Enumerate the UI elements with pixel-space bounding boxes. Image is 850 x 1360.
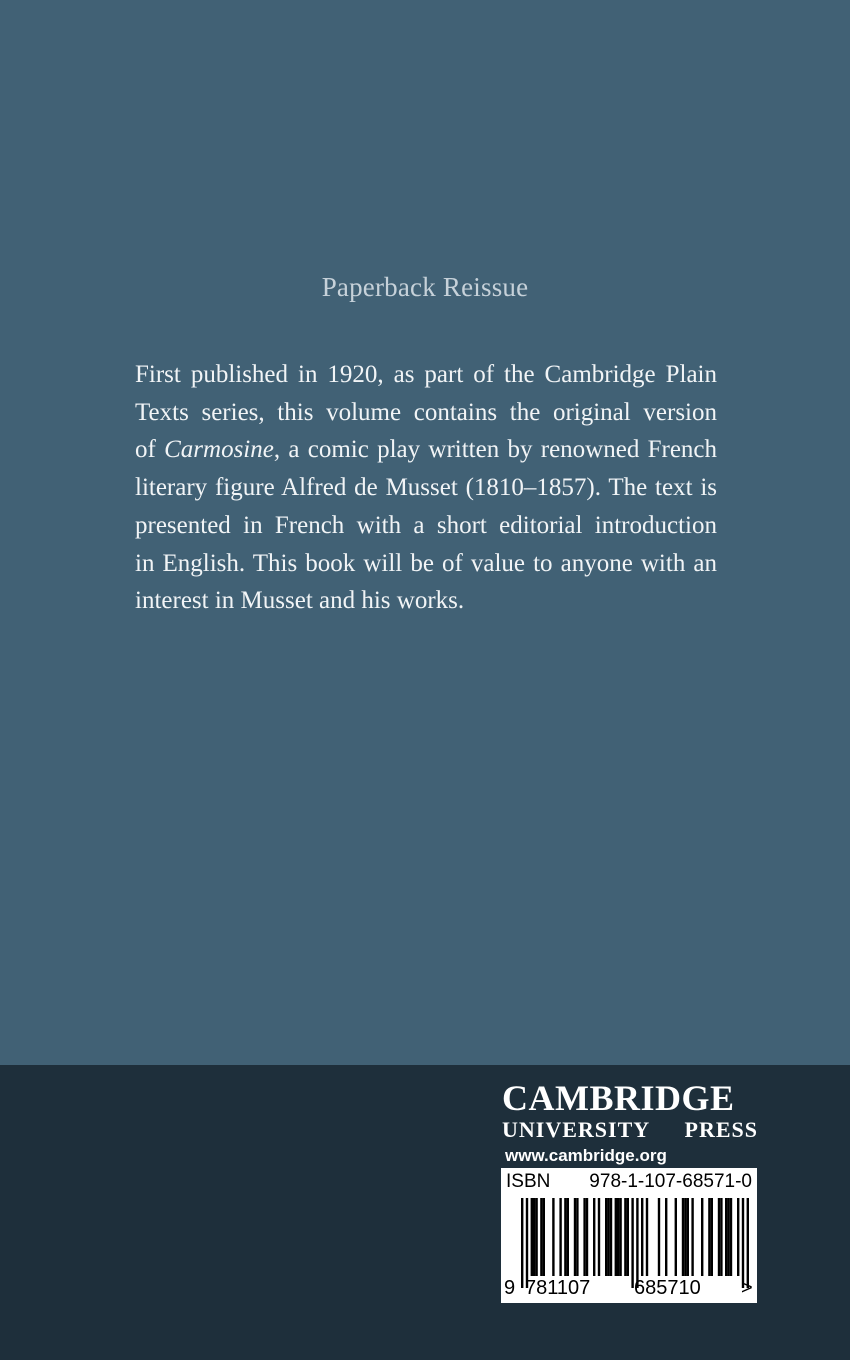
blurb-line: presented in French with a short editorial introduction xyxy=(135,511,717,539)
barcode-bar xyxy=(533,1198,535,1276)
barcode-bar xyxy=(521,1198,523,1288)
barcode-bar xyxy=(691,1198,693,1276)
barcode-bar xyxy=(737,1198,739,1276)
barcode-bar xyxy=(747,1198,749,1288)
barcode-bar xyxy=(583,1198,585,1276)
isbn-label: ISBN 978-1-107-68571-0 xyxy=(506,1171,752,1192)
barcode-bar xyxy=(701,1198,703,1276)
blurb-line: literary figure Alfred de Musset (1810–1857). The text is xyxy=(135,474,717,502)
barcode-bar xyxy=(718,1198,720,1276)
barcode-bar xyxy=(598,1198,600,1276)
barcode-bar xyxy=(742,1198,744,1288)
barcode-bar xyxy=(526,1198,528,1288)
blurb-line: interest in Musset and his works. xyxy=(135,587,465,615)
barcode-bar xyxy=(552,1198,554,1276)
barcode-bar xyxy=(567,1198,569,1276)
publisher-logo xyxy=(502,1078,758,1142)
barcode-bar xyxy=(636,1198,638,1288)
barcode-bar xyxy=(610,1198,612,1276)
barcode-left-group: 781107 xyxy=(525,1277,591,1299)
barcode-bar xyxy=(607,1198,609,1276)
barcode-bar xyxy=(665,1198,667,1276)
barcode-bar xyxy=(615,1198,617,1276)
blurb xyxy=(135,356,717,620)
barcode-bar xyxy=(684,1198,686,1276)
barcode-bar xyxy=(619,1198,621,1276)
barcode-bar xyxy=(593,1198,595,1276)
series-label: Paperback Reissue xyxy=(321,272,529,302)
barcode-bar xyxy=(646,1198,648,1276)
barcode-bar xyxy=(720,1198,722,1276)
isbn-barcode xyxy=(501,1168,757,1303)
publisher-name: CAMBRIDGE xyxy=(502,1078,735,1118)
barcode-bar xyxy=(624,1198,626,1276)
barcode-bar xyxy=(641,1198,643,1276)
barcode-bar xyxy=(631,1198,633,1288)
barcode-bar xyxy=(559,1198,561,1276)
blurb-text: of xyxy=(135,436,165,464)
barcode-bar xyxy=(617,1198,619,1276)
blurb-line: First published in 1920, as part of the Cambridge Plain xyxy=(135,361,717,388)
barcode-bar xyxy=(586,1198,588,1276)
barcode-bar xyxy=(675,1198,677,1276)
book-title: Carmosine xyxy=(164,436,274,464)
barcode-bar xyxy=(725,1198,727,1276)
barcode-bar xyxy=(605,1198,607,1276)
barcode-first-digit: 9 xyxy=(504,1277,516,1299)
barcode-bar xyxy=(576,1198,578,1276)
barcode-bar xyxy=(535,1198,537,1276)
barcode-bar xyxy=(543,1198,545,1276)
publisher-url: www.cambridge.org xyxy=(505,1146,667,1165)
barcode-bar xyxy=(574,1198,576,1276)
barcode-bar xyxy=(708,1198,710,1276)
barcode-bar xyxy=(711,1198,713,1276)
barcode-quiet-zone-mark: > xyxy=(741,1277,753,1299)
barcode-bar xyxy=(540,1198,542,1276)
blurb-text: , a comic play written by renowned French xyxy=(273,436,718,464)
barcode-bar xyxy=(531,1198,533,1276)
barcode-bar xyxy=(627,1198,629,1276)
barcode-bar xyxy=(727,1198,729,1276)
blurb-line: Texts series, this volume contains the original version xyxy=(135,398,717,426)
barcode-bar xyxy=(687,1198,689,1276)
blurb-line xyxy=(135,431,717,469)
blurb-line: in English. This book will be of value to anyone with an xyxy=(135,549,717,577)
barcode-bar xyxy=(658,1198,660,1276)
barcode-right-group: 685710 xyxy=(634,1277,701,1299)
barcode-bar xyxy=(564,1198,566,1276)
barcode-bar xyxy=(730,1198,732,1276)
barcode-bar xyxy=(682,1198,684,1276)
publisher-subtitle: UNIVERSITY PRESS xyxy=(502,1117,758,1142)
